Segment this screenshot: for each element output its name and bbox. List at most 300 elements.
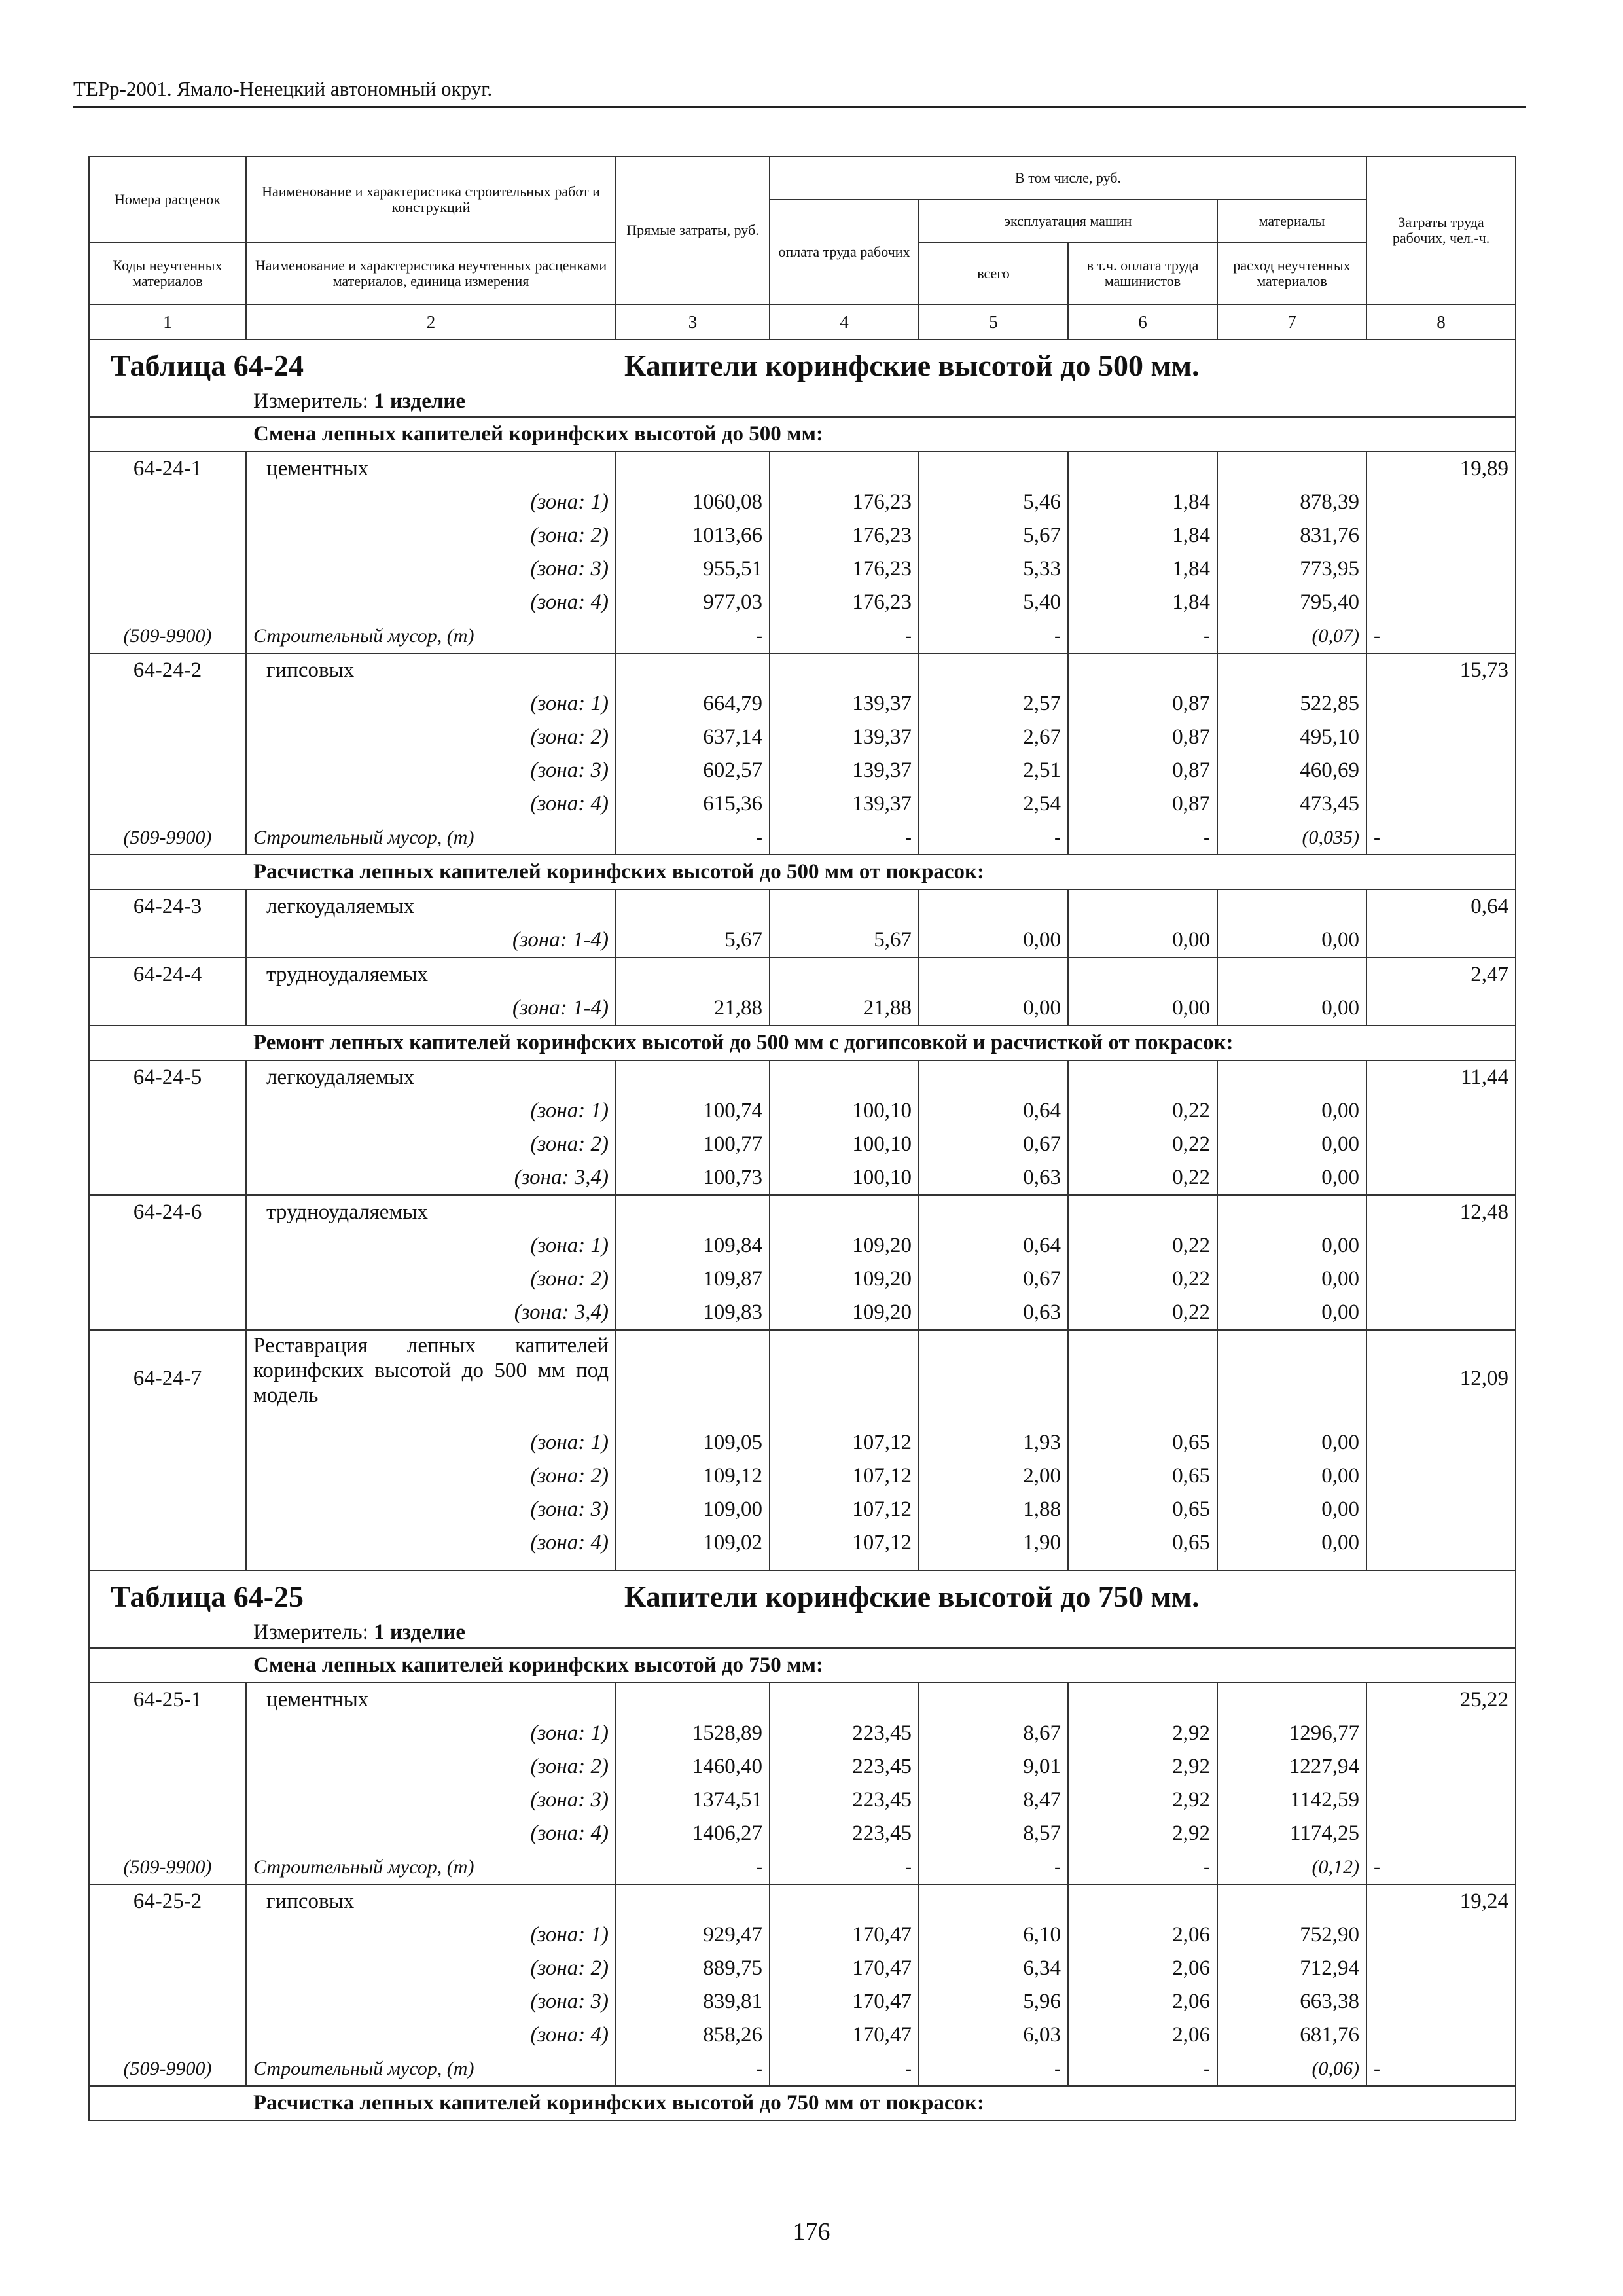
machinists-pay: 1,84 (1068, 519, 1217, 552)
machinists-pay: 2,92 (1068, 1750, 1217, 1784)
empty-cell (1366, 519, 1516, 552)
col-machine-operation: эксплуатация машин (919, 200, 1217, 243)
workers-pay: 170,47 (770, 1952, 919, 1985)
empty-cell (1366, 1817, 1516, 1850)
empty-cell (1366, 1784, 1516, 1817)
zone-label: (зона: 1-4) (246, 992, 616, 1026)
col-number: 2 (246, 304, 616, 340)
material-row (89, 1850, 1516, 1884)
machines-total: 6,10 (919, 1918, 1068, 1952)
rates-table (88, 156, 1516, 2121)
header-divider (73, 106, 1526, 108)
materials-cost: 0,00 (1217, 1493, 1366, 1526)
empty-cell (1366, 1229, 1516, 1263)
direct-costs: 1013,66 (616, 519, 770, 552)
empty-cell (89, 1717, 246, 1750)
empty-cell (616, 1884, 770, 1918)
machinists-pay: 2,92 (1068, 1717, 1217, 1750)
materials-cost: 752,90 (1217, 1918, 1366, 1952)
empty-cell (616, 1683, 770, 1717)
machines-total: 2,51 (919, 754, 1068, 787)
zone-label: (зона: 3) (246, 754, 616, 787)
empty-cell (89, 687, 246, 721)
machines-total: 2,54 (919, 787, 1068, 821)
rate-row (89, 958, 1516, 992)
empty-cell (919, 958, 1068, 992)
col-material-codes: Коды неучтенных материалов (89, 243, 246, 304)
zone-row (89, 586, 1516, 619)
empty-cell (1217, 1683, 1366, 1717)
rate-code: 64-25-2 (89, 1884, 246, 1918)
empty-cell (1217, 958, 1366, 992)
material-name: Строительный мусор, (т) (246, 619, 616, 653)
empty-cell (246, 1560, 616, 1571)
material-row (89, 619, 1516, 653)
zone-label: (зона: 1-4) (246, 924, 616, 958)
machinists-pay: 0,00 (1068, 992, 1217, 1026)
zone-row (89, 1263, 1516, 1296)
zone-label: (зона: 4) (246, 787, 616, 821)
zone-row (89, 2018, 1516, 2052)
machinists-pay: 2,06 (1068, 1985, 1217, 2018)
machinists-pay: 1,84 (1068, 552, 1217, 586)
empty-cell (89, 924, 246, 958)
material-value: - (919, 619, 1068, 653)
zone-row (89, 1229, 1516, 1263)
empty-cell (919, 1683, 1068, 1717)
direct-costs: 839,81 (616, 1985, 770, 2018)
zone-label: (зона: 3) (246, 1784, 616, 1817)
empty-cell (1217, 1060, 1366, 1094)
zone-label: (зона: 2) (246, 1750, 616, 1784)
empty-cell (770, 958, 919, 992)
machines-total: 6,03 (919, 2018, 1068, 2052)
direct-costs: 1374,51 (616, 1784, 770, 1817)
rate-code: 64-25-1 (89, 1683, 246, 1717)
table-name: Таблица 64-25 (111, 1580, 304, 1613)
table-title-row (89, 340, 1516, 386)
empty-cell (919, 1330, 1068, 1426)
machines-total: 0,64 (919, 1229, 1068, 1263)
material-value: - (770, 2052, 919, 2086)
workers-pay: 100,10 (770, 1161, 919, 1195)
material-value: - (1068, 1850, 1217, 1884)
machinists-pay: 0,65 (1068, 1426, 1217, 1460)
zone-row (89, 1493, 1516, 1526)
rate-row (89, 452, 1516, 486)
direct-costs: 1460,40 (616, 1750, 770, 1784)
zone-row (89, 687, 1516, 721)
material-name: Строительный мусор, (т) (246, 1850, 616, 1884)
empty-cell (89, 1426, 246, 1460)
zone-label: (зона: 1) (246, 1426, 616, 1460)
direct-costs: 21,88 (616, 992, 770, 1026)
material-labor: - (1366, 821, 1516, 855)
material-value: - (919, 821, 1068, 855)
zone-row (89, 1460, 1516, 1493)
materials-cost: 522,85 (1217, 687, 1366, 721)
col-machinists-pay: в т.ч. оплата труда машинистов (1068, 243, 1217, 304)
materials-cost: 0,00 (1217, 1460, 1366, 1493)
section-title: Смена лепных капителей коринфских высотой до 500 мм: (89, 417, 1516, 452)
zone-row (89, 1426, 1516, 1460)
empty-cell (1366, 1161, 1516, 1195)
zone-row (89, 1784, 1516, 1817)
empty-cell (1217, 1330, 1366, 1426)
direct-costs: 109,84 (616, 1229, 770, 1263)
empty-cell (1366, 1460, 1516, 1493)
material-value: - (1068, 2052, 1217, 2086)
empty-cell (89, 1493, 246, 1526)
machinists-pay: 0,87 (1068, 721, 1217, 754)
direct-costs: 977,03 (616, 586, 770, 619)
material-value: - (770, 1850, 919, 1884)
empty-cell (616, 1330, 770, 1426)
empty-cell (616, 1060, 770, 1094)
col-number: 4 (770, 304, 919, 340)
machines-total: 5,40 (919, 586, 1068, 619)
zone-row (89, 1952, 1516, 1985)
column-numbers-row (89, 304, 1516, 340)
rate-name: легкоудаляемых (246, 889, 616, 924)
machinists-pay: 0,65 (1068, 1493, 1217, 1526)
empty-cell (89, 1460, 246, 1493)
meter-value: 1 изделие (374, 1621, 466, 1644)
machines-total: 9,01 (919, 1750, 1068, 1784)
workers-pay: 100,10 (770, 1094, 919, 1128)
materials-cost: 773,95 (1217, 552, 1366, 586)
rate-name: цементных (246, 452, 616, 486)
machines-total: 2,67 (919, 721, 1068, 754)
empty-cell (1068, 1683, 1217, 1717)
labor-cost: 2,47 (1366, 958, 1516, 992)
zone-row (89, 1296, 1516, 1330)
labor-cost: 25,22 (1366, 1683, 1516, 1717)
zone-row (89, 1094, 1516, 1128)
empty-cell (89, 2018, 246, 2052)
zone-label: (зона: 2) (246, 1460, 616, 1493)
table-title-row (89, 1571, 1516, 1617)
workers-pay: 139,37 (770, 787, 919, 821)
direct-costs: 100,73 (616, 1161, 770, 1195)
empty-cell (89, 787, 246, 821)
rate-code: 64-24-5 (89, 1060, 246, 1094)
zone-label: (зона: 3,4) (246, 1161, 616, 1195)
rate-row (89, 653, 1516, 687)
workers-pay: 223,45 (770, 1717, 919, 1750)
meter-row (89, 386, 1516, 417)
material-value: - (919, 2052, 1068, 2086)
machinists-pay: 0,87 (1068, 787, 1217, 821)
empty-cell (616, 1560, 770, 1571)
empty-cell (89, 486, 246, 519)
materials-cost: 0,00 (1217, 1296, 1366, 1330)
empty-cell (1366, 787, 1516, 821)
material-row (89, 2052, 1516, 2086)
material-value: - (616, 2052, 770, 2086)
materials-cost: 0,00 (1217, 1426, 1366, 1460)
empty-cell (1366, 1094, 1516, 1128)
machinists-pay: 0,22 (1068, 1296, 1217, 1330)
empty-cell (1217, 1884, 1366, 1918)
meter (89, 1617, 1516, 1648)
empty-cell (89, 586, 246, 619)
empty-cell (770, 1884, 919, 1918)
material-code: (509-9900) (89, 2052, 246, 2086)
direct-costs: 929,47 (616, 1918, 770, 1952)
empty-cell (89, 552, 246, 586)
table-description: Капители коринфские высотой до 750 мм. (624, 1580, 1200, 1613)
empty-cell (919, 1195, 1068, 1229)
zone-label: (зона: 1) (246, 1094, 616, 1128)
machines-total: 1,93 (919, 1426, 1068, 1460)
workers-pay: 176,23 (770, 486, 919, 519)
meter-row (89, 1617, 1516, 1648)
machinists-pay: 1,84 (1068, 586, 1217, 619)
workers-pay: 107,12 (770, 1493, 919, 1526)
meter-label: Измеритель: (253, 1621, 368, 1644)
spacer-row (89, 1560, 1516, 1571)
meter (89, 386, 1516, 417)
empty-cell (1217, 1560, 1366, 1571)
direct-costs: 109,05 (616, 1426, 770, 1460)
empty-cell (919, 1060, 1068, 1094)
empty-cell (1217, 653, 1366, 687)
empty-cell (89, 1952, 246, 1985)
machinists-pay: 2,06 (1068, 1952, 1217, 1985)
col-work-name: Наименование и характеристика строительных работ и конструкций (246, 156, 616, 243)
workers-pay: 223,45 (770, 1784, 919, 1817)
materials-cost: 0,00 (1217, 1229, 1366, 1263)
direct-costs: 100,77 (616, 1128, 770, 1161)
empty-cell (89, 1128, 246, 1161)
col-rate-number: Номера расценок (89, 156, 246, 243)
rate-name: цементных (246, 1683, 616, 1717)
col-labor-costs: Затраты труда рабочих, чел.-ч. (1366, 156, 1516, 304)
workers-pay: 223,45 (770, 1750, 919, 1784)
empty-cell (89, 1784, 246, 1817)
empty-cell (1366, 1560, 1516, 1571)
empty-cell (1068, 1884, 1217, 1918)
machines-total: 0,63 (919, 1296, 1068, 1330)
workers-pay: 21,88 (770, 992, 919, 1026)
materials-cost: 0,00 (1217, 1128, 1366, 1161)
empty-cell (1366, 1918, 1516, 1952)
empty-cell (1366, 2018, 1516, 2052)
materials-cost: 663,38 (1217, 1985, 1366, 2018)
empty-cell (89, 754, 246, 787)
workers-pay: 223,45 (770, 1817, 919, 1850)
empty-cell (770, 1060, 919, 1094)
material-usage: (0,035) (1217, 821, 1366, 855)
empty-cell (1068, 1330, 1217, 1426)
material-value: - (770, 619, 919, 653)
col-including: В том числе, руб. (770, 156, 1366, 200)
empty-cell (1366, 1263, 1516, 1296)
rate-row (89, 1683, 1516, 1717)
material-value: - (1068, 821, 1217, 855)
empty-cell (89, 1526, 246, 1560)
col-direct-costs: Прямые затраты, руб. (616, 156, 770, 304)
zone-label: (зона: 3) (246, 1493, 616, 1526)
workers-pay: 109,20 (770, 1229, 919, 1263)
labor-cost: 19,89 (1366, 452, 1516, 486)
zone-row (89, 1161, 1516, 1195)
zone-row (89, 1817, 1516, 1850)
machinists-pay: 0,87 (1068, 687, 1217, 721)
empty-cell (770, 1195, 919, 1229)
empty-cell (1366, 486, 1516, 519)
empty-cell (1068, 452, 1217, 486)
zone-row (89, 1128, 1516, 1161)
workers-pay: 109,20 (770, 1263, 919, 1296)
col-number: 3 (616, 304, 770, 340)
labor-cost: 12,48 (1366, 1195, 1516, 1229)
material-usage: (0,07) (1217, 619, 1366, 653)
machines-total: 1,88 (919, 1493, 1068, 1526)
direct-costs: 858,26 (616, 2018, 770, 2052)
empty-cell (1068, 1560, 1217, 1571)
machines-total: 5,46 (919, 486, 1068, 519)
machines-total: 2,00 (919, 1460, 1068, 1493)
empty-cell (1068, 889, 1217, 924)
materials-cost: 1174,25 (1217, 1817, 1366, 1850)
table-title (89, 1571, 1516, 1617)
empty-cell (770, 653, 919, 687)
empty-cell (770, 1683, 919, 1717)
empty-cell (89, 1918, 246, 1952)
page-number: 176 (793, 2218, 830, 2246)
section-title-row (89, 855, 1516, 889)
zone-label: (зона: 2) (246, 519, 616, 552)
empty-cell (616, 1195, 770, 1229)
empty-cell (1366, 754, 1516, 787)
empty-cell (89, 1985, 246, 2018)
empty-cell (1366, 552, 1516, 586)
workers-pay: 100,10 (770, 1128, 919, 1161)
direct-costs: 109,12 (616, 1460, 770, 1493)
empty-cell (1366, 721, 1516, 754)
workers-pay: 139,37 (770, 721, 919, 754)
direct-costs: 1406,27 (616, 1817, 770, 1850)
rate-name: гипсовых (246, 653, 616, 687)
material-value: - (616, 1850, 770, 1884)
direct-costs: 1060,08 (616, 486, 770, 519)
empty-cell (89, 1750, 246, 1784)
direct-costs: 100,74 (616, 1094, 770, 1128)
rate-name: трудноудаляемых (246, 1195, 616, 1229)
machinists-pay: 2,06 (1068, 2018, 1217, 2052)
machines-total: 5,67 (919, 519, 1068, 552)
zone-label: (зона: 1) (246, 687, 616, 721)
labor-cost: 0,64 (1366, 889, 1516, 924)
direct-costs: 664,79 (616, 687, 770, 721)
direct-costs: 1528,89 (616, 1717, 770, 1750)
page-header: ТЕРр-2001. Ямало-Ненецкий автономный округ. (73, 77, 493, 100)
empty-cell (89, 1817, 246, 1850)
empty-cell (1217, 452, 1366, 486)
machines-total: 5,96 (919, 1985, 1068, 2018)
zone-row (89, 552, 1516, 586)
material-name: Строительный мусор, (т) (246, 821, 616, 855)
zone-row (89, 721, 1516, 754)
materials-cost: 795,40 (1217, 586, 1366, 619)
rate-name: трудноудаляемых (246, 958, 616, 992)
zone-label: (зона: 1) (246, 1918, 616, 1952)
zone-label: (зона: 4) (246, 2018, 616, 2052)
materials-cost: 0,00 (1217, 924, 1366, 958)
rate-row (89, 1060, 1516, 1094)
material-name: Строительный мусор, (т) (246, 2052, 616, 2086)
material-value: - (1068, 619, 1217, 653)
machinists-pay: 0,22 (1068, 1161, 1217, 1195)
empty-cell (89, 1161, 246, 1195)
empty-cell (1366, 1985, 1516, 2018)
direct-costs: 955,51 (616, 552, 770, 586)
col-machines-total: всего (919, 243, 1068, 304)
empty-cell (919, 1560, 1068, 1571)
machines-total: 1,90 (919, 1526, 1068, 1560)
empty-cell (770, 889, 919, 924)
zone-row (89, 787, 1516, 821)
materials-cost: 460,69 (1217, 754, 1366, 787)
table-title (89, 340, 1516, 386)
workers-pay: 107,12 (770, 1460, 919, 1493)
empty-cell (1217, 1195, 1366, 1229)
rate-row (89, 889, 1516, 924)
zone-row (89, 1526, 1516, 1560)
material-code: (509-9900) (89, 821, 246, 855)
materials-cost: 1142,59 (1217, 1784, 1366, 1817)
section-title: Расчистка лепных капителей коринфских высотой до 750 мм от покрасок: (89, 2086, 1516, 2121)
zone-row (89, 754, 1516, 787)
material-labor: - (1366, 619, 1516, 653)
empty-cell (89, 1094, 246, 1128)
empty-cell (1068, 653, 1217, 687)
zone-label: (зона: 3,4) (246, 1296, 616, 1330)
zone-row (89, 1717, 1516, 1750)
empty-cell (770, 1560, 919, 1571)
machinists-pay: 0,22 (1068, 1229, 1217, 1263)
workers-pay: 176,23 (770, 552, 919, 586)
section-title-row (89, 417, 1516, 452)
materials-cost: 0,00 (1217, 992, 1366, 1026)
zone-label: (зона: 2) (246, 721, 616, 754)
zone-label: (зона: 1) (246, 486, 616, 519)
direct-costs: 889,75 (616, 1952, 770, 1985)
machines-total: 2,57 (919, 687, 1068, 721)
rate-code: 64-24-4 (89, 958, 246, 992)
empty-cell (1068, 1195, 1217, 1229)
zone-label: (зона: 3) (246, 552, 616, 586)
zone-label: (зона: 4) (246, 1817, 616, 1850)
material-usage: (0,06) (1217, 2052, 1366, 2086)
materials-cost: 712,94 (1217, 1952, 1366, 1985)
machines-total: 8,67 (919, 1717, 1068, 1750)
workers-pay: 176,23 (770, 586, 919, 619)
empty-cell (1068, 1060, 1217, 1094)
material-code: (509-9900) (89, 1850, 246, 1884)
rate-code: 64-24-1 (89, 452, 246, 486)
col-material-usage: расход неучтенных материалов (1217, 243, 1366, 304)
empty-cell (616, 889, 770, 924)
material-value: - (616, 619, 770, 653)
zone-row (89, 1985, 1516, 2018)
empty-cell (616, 653, 770, 687)
zone-label: (зона: 4) (246, 1526, 616, 1560)
zone-row (89, 924, 1516, 958)
rate-name: гипсовых (246, 1884, 616, 1918)
